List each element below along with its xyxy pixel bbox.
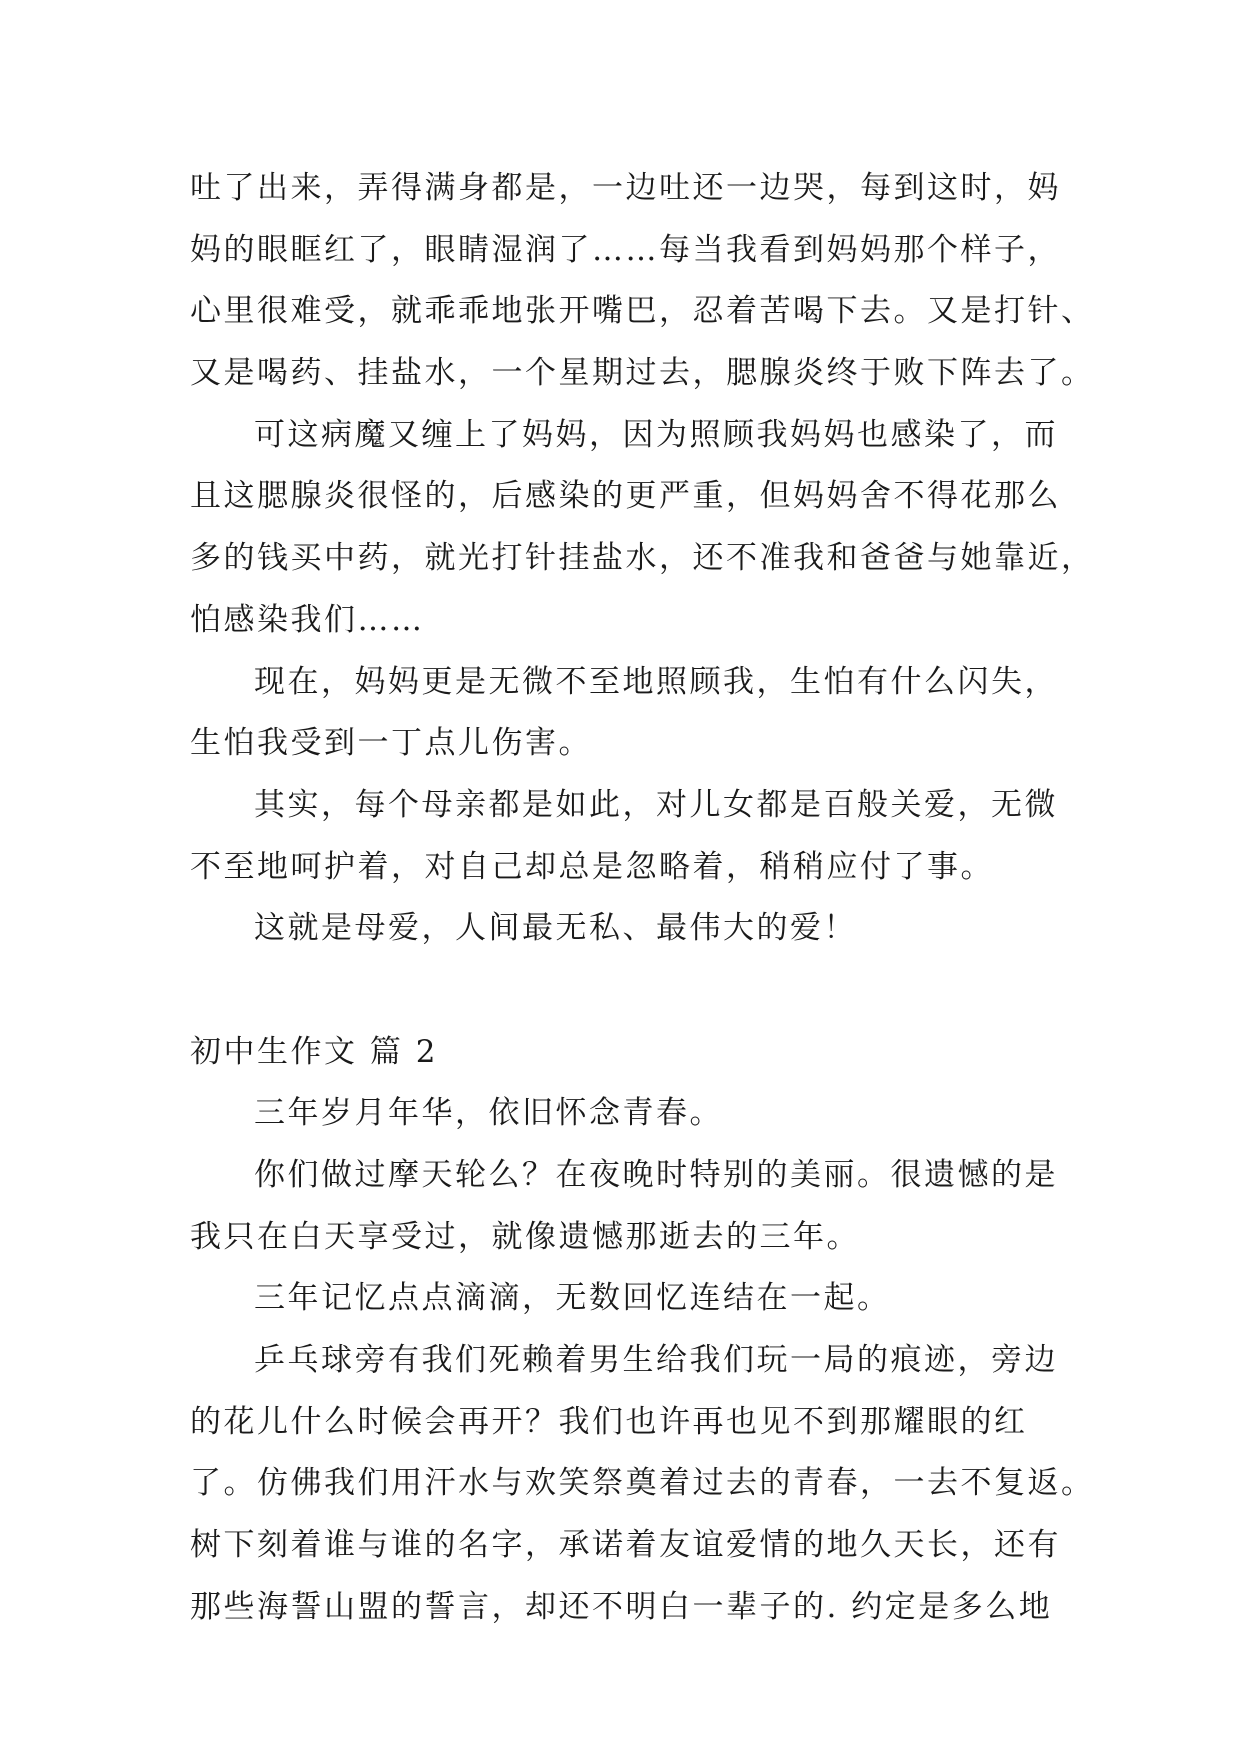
text-line: 现在，妈妈更是无微不至地照顾我，生怕有什么闪失， [254,663,1058,700]
text-line: 的花儿什么时候会再开？我们也许再也见不到那耀眼的红 [190,1403,1028,1440]
text-line: 妈的眼眶红了，眼睛湿润了……每当我看到妈妈那个样子， [190,231,1061,268]
text-line: 你们做过摩天轮么？在夜晚时特别的美丽。很遗憾的是 [254,1157,1058,1193]
text-line: 可这病魔又缠上了妈妈，因为照顾我妈妈也感染了，而 [254,416,1058,453]
text-line: 那些海誓山盟的誓言，却还不明白一辈子的. 约定是多么地 [190,1588,1053,1625]
text-line: 心里很难受，就乖乖地张开嘴巴，忍着苦喝下去。又是打针、 [190,293,1095,330]
text-line: 乒乓球旁有我们死赖着男生给我们玩一局的痕迹，旁边 [254,1342,1058,1379]
text-line: 我只在白天享受过，就像遗憾那逝去的三年。 [190,1218,860,1255]
paragraph-gap [190,960,1070,1022]
text-line: 三年岁月年华，依旧怀念青春。 [254,1095,723,1132]
text-line: 多的钱买中药，就光打针挂盐水，还不准我和爸爸与她靠近， [190,540,1095,577]
text-line: 了。仿佛我们用汗水与欢笑祭奠着过去的青春，一去不复返。 [190,1465,1095,1502]
section-heading: 初中生作文 篇 2 [190,1033,438,1070]
text-line: 这就是母爱，人间最无私、最伟大的爱！ [254,910,857,947]
text-line: 树下刻着谁与谁的名字，承诺着友谊爱情的地久天长，还有 [190,1527,1061,1564]
text-line: 且这腮腺炎很怪的，后感染的更严重，但妈妈舍不得花那么 [190,478,1061,515]
text-line: 其实，每个母亲都是如此，对儿女都是百般关爱，无微 [254,786,1058,823]
text-line: 三年记忆点点滴滴，无数回忆连结在一起。 [254,1280,891,1317]
text-line: 又是喝药、挂盐水，一个星期过去，腮腺炎终于败下阵去了。 [190,355,1095,392]
text-line: 吐了出来，弄得满身都是，一边吐还一边哭，每到这时，妈 [190,170,1061,206]
text-line: 不至地呵护着，对自己却总是忽略着，稍稍应付了事。 [190,848,994,885]
text-line: 怕感染我们…… [190,601,425,638]
essay-body [190,158,1095,1639]
text-line: 生怕我受到一丁点儿伤害。 [190,725,592,762]
